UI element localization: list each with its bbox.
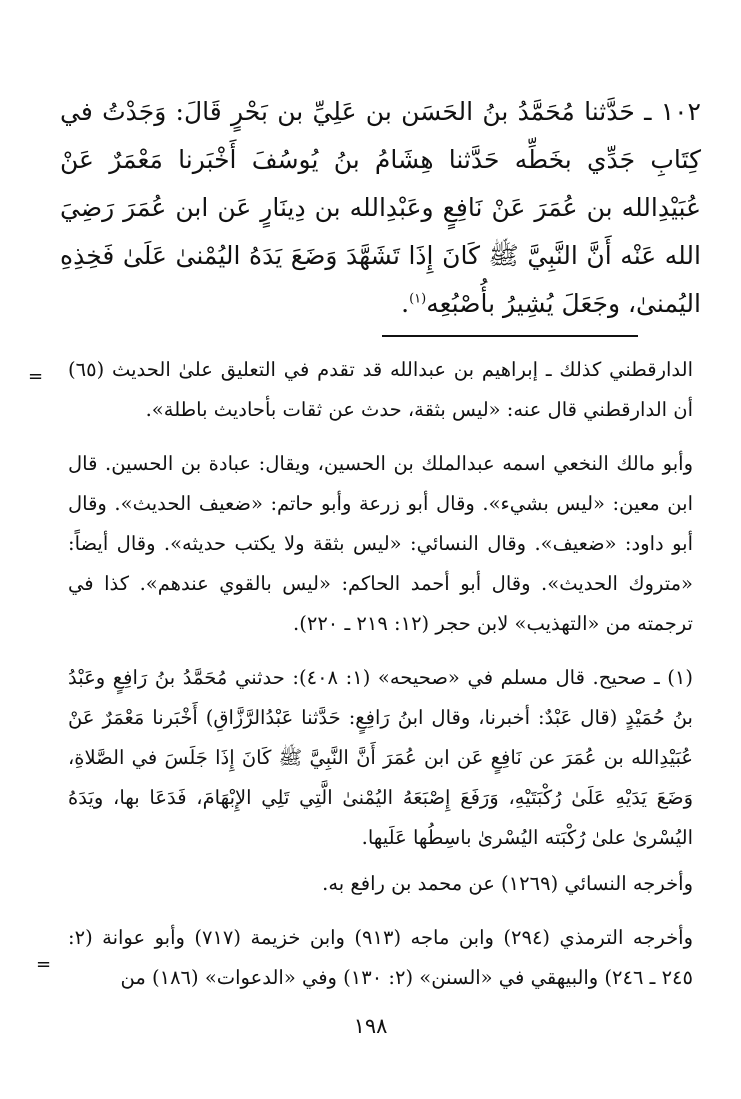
- hadith-end-mark: .: [401, 289, 410, 318]
- footnote-paragraph-2: وأبو مالك النخعي اسمه عبدالملك بن الحسين، ويقال: عبادة بن الحسين. قال ابن معين: «ليس بشيء». وقال أبو زرعة وأبو حاتم: «ضعيف الحديث». وقال أبو داود: «ضعيف». وقال النسائي: «ليس بثقة ولا يكتب حديثه». وقال أيضاً: «متروك الحديث». وقال أبو أحمد الحاكم: «ليس بالقوي عندهم». كذا في ترجمته من «التهذيب» لابن حجر (١٢: ٢١٩ ـ ٢٢٠).: [68, 452, 693, 635]
- hadith-text: ١٠٢ ـ حَدَّثنا مُحَمَّدُ بنُ الحَسَن بن عَلِيِّ بن بَحْرٍ قَالَ: وَجَدْتُ في كِتَابِ جَدِّي بخَطِّه حَدَّثنا هِشَامُ بنُ يُوسُفَ أَخْبَرنا مَعْمَرٌ عَنْ عُبَيْدِالله بن عُمَرَ عَنْ نَافِعٍ وعَبْدِالله بن دِينَارٍ عَن ابن عُمَرَ رَضِيَ الله عَنْه أَنَّ النَّبِيَّ ﷺ كَانَ إِذَا تَشَهَّدَ وَضَعَ يَدَهُ اليُمْنىٰ عَلَىٰ فَخِذِهِ اليُمنىٰ، وجَعَلَ يُشِيرُ بأُصْبُعِه: [60, 97, 701, 318]
- page-number: ١٩٨: [353, 1014, 388, 1038]
- footnote-marker: (١): [409, 291, 427, 307]
- footnote-paragraph-4: وأخرجه النسائي (١٢٦٩) عن محمد بن رافع به.: [322, 872, 693, 895]
- footnote-paragraph-3: (١) ـ صحيح. قال مسلم في «صحيحه» (١: ٤٠٨): حدثني مُحَمَّدُ بنُ رَافِعٍ وعَبْدُ بنُ حُمَيْدٍ (قال عَبْدٌ: أخبرنا، وقال ابنُ رَافِعٍ: حَدَّثنا عَبْدُالرَّزَّاقِ) أَخْبَرنا مَعْمَرٌ عَنْ عُبَيْدِالله بن عُمَرَ عن نَافِعٍ عَن ابن عُمَرَ أَنَّ النَّبِيَّ ﷺ كَانَ إِذَا جَلَسَ في الصَّلاةِ، وَضَعَ يَدَيْهِ عَلَىٰ رُكْبَتَيْهِ، وَرَفَعَ إِصْبَعَهُ اليُمْنىٰ الَّتِي تَلِي الإِبْهَامَ، فَدَعَا بها، ويَدَهُ اليُسْرىٰ علىٰ رُكْبَته اليُسْرىٰ باسِطُها عَلَيها.: [68, 666, 693, 849]
- footnote-divider: [382, 335, 638, 337]
- footnotes-block: [68, 350, 693, 1012]
- continuation-marker-bottom: =: [36, 954, 52, 975]
- hadith-text-block: [60, 88, 701, 328]
- footnote-paragraph-1: الدارقطني كذلك ـ إبراهيم بن عبدالله قد تقدم في التعليق علىٰ الحديث (٦٥) أن الدارقطني قال عنه: «ليس بثقة، حدث عن ثقات بأحاديث باطلة».: [68, 358, 693, 421]
- hadith-paragraph: [60, 88, 701, 328]
- continuation-marker-top: =: [28, 366, 44, 387]
- footnote-paragraph-5: وأخرجه الترمذي (٢٩٤) وابن ماجه (٩١٣) وابن خزيمة (٧١٧) وأبو عوانة (٢: ٢٤٥ ـ ٢٤٦) والبيهقي في «السنن» (٢: ١٣٠) وفي «الدعوات» (١٨٦) من: [68, 926, 694, 989]
